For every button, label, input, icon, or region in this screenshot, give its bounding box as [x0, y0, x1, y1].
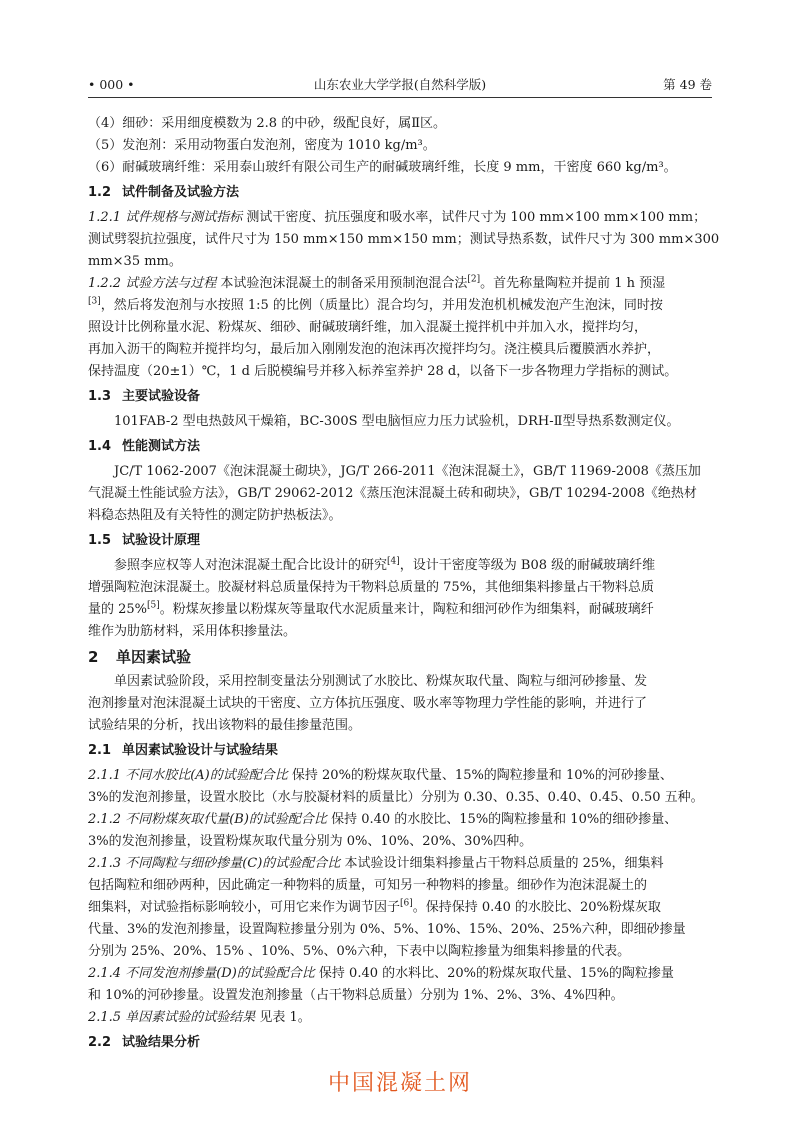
- citation: [6]: [400, 898, 413, 909]
- header-rule: [88, 97, 712, 98]
- journal-name: 山东农业大学学报(自然科学版): [313, 77, 487, 92]
- paragraph-2-1-4: 2.1.4 不同发泡剂掺量(D)的试验配合比 保持 0.40 的水料比、20%的粉煤灰取代量、15%的陶粒掺量: [88, 966, 674, 981]
- paragraph-2-1-1: 2.1.1 不同水胶比(A)的试验配合比 保持 20%的粉煤灰取代量、15%的陶粒掺量和 10%的河砂掺量、: [88, 768, 673, 783]
- section-heading-1-5: 1.5 试验设计原理: [88, 533, 201, 548]
- section-heading-1-2: 1.2 试件制备及试验方法: [88, 185, 240, 200]
- citation: [4]: [387, 556, 400, 567]
- paragraph-1-2-2: 1.2.2 试验方法与过程 本试验泡沫混凝土的制备采用预制泡混合法[2]。首先称量陶粒并提前 1 h 预湿: [88, 274, 666, 291]
- paragraph-line: 气混凝土性能试验方法》，GB/T 29062-2012《蒸压泡沫混凝土砖和砌块》，GB/T 10294-2008《绝热材: [88, 486, 697, 501]
- paragraph-line: 泡剂掺量对泡沫混凝土试块的干密度、立方体抗压强度、吸水率等物理力学性能的影响，并进行了: [88, 696, 648, 711]
- paragraph-line: 再加入沥干的陶粒并搅拌均匀，最后加入刚刚发泡的泡沫再次搅拌均匀。浇注模具后覆膜洒水养护，: [88, 342, 661, 357]
- paragraph-line: 增强陶粒泡沫混凝土。胶凝材料总质量保持为干物料总质量的 75%，其他细集料掺量占干物料总质: [88, 580, 655, 595]
- section-heading-2-2: 2.2 试验结果分析: [88, 1035, 201, 1050]
- paragraph-line: 料稳态热阻及有关特性的测定防护热板法》。: [88, 508, 342, 523]
- paragraph-2-1-3: 2.1.3 不同陶粒与细砂掺量(C)的试验配合比 本试验设计细集料掺量占干物料总质量的 25%，细集料: [88, 856, 664, 871]
- material-glass-fiber: （6）耐碱玻璃纤维：采用泰山玻纤有限公司生产的耐碱玻璃纤维，长度 9 mm，干密度 660 kg/m³。: [88, 160, 677, 175]
- section-heading-1-4: 1.4 性能测试方法: [88, 439, 201, 454]
- volume-label: 第 49 卷: [663, 77, 712, 92]
- paragraph-test-methods: JC/T 1062-2007《泡沫混凝土砌块》，JG/T 266-2011《泡沫混凝土》，GB/T 11969-2008《蒸压加: [114, 464, 701, 479]
- paragraph-line: 照设计比例称量水泥、粉煤灰、细砂、耐碱玻璃纤维，加入混凝土搅拌机中并加入水，搅拌均匀，: [88, 320, 648, 335]
- paragraph-line: 细集料，对试验指标影响较小，可用它来作为调节因子[6]。保持保持 0.40 的水胶比、20%粉煤灰取: [88, 898, 661, 915]
- watermark-site-name: 中国混凝土网: [327, 1071, 472, 1096]
- paragraph-line: 包括陶粒和细砂两种，因此确定一种物料的质量，可知另一种物料的掺量。细砂作为泡沫混凝土的: [88, 878, 648, 893]
- citation: [5]: [147, 600, 160, 611]
- paragraph-line: 试验结果的分析，找出该物料的最佳掺量范围。: [88, 718, 362, 733]
- paragraph-line: 和 10%的河砂掺量。设置发泡剂掺量（占干物料总质量）分别为 1%、2%、3%、4%四种。: [88, 988, 624, 1003]
- paragraph-line: 维作为肋筋材料，采用体积掺量法。: [88, 624, 297, 639]
- paragraph-line: 分别为 25%、20%、15% 、10%、5%、0%六种，下表中以陶粒掺量为细集料掺量的代表。: [88, 944, 631, 959]
- paragraph-line: 保持温度（20±1）℃，1 d 后脱模编号并移入标养室养护 28 d，以备下一步各物理力学指标的测试。: [88, 364, 678, 379]
- material-foaming-agent: （5）发泡剂：采用动物蛋白发泡剂，密度为 1010 kg/m³。: [88, 138, 436, 153]
- paragraph-line: 3%的发泡剂掺量，设置水胶比（水与胶凝材料的质量比）分别为 0.30、0.35、0.40、0.45、0.50 五种。: [88, 790, 704, 805]
- paragraph-line: mm×35 mm。: [88, 254, 182, 269]
- section-heading-2: 2 单因素试验: [88, 648, 192, 666]
- citation: [3]: [88, 296, 101, 307]
- citation: [2]: [467, 274, 481, 285]
- page-number: • 000 •: [88, 77, 135, 92]
- body-text: [88, 113, 720, 1057]
- paragraph-line: 测试劈裂抗拉强度，试件尺寸为 150 mm×150 mm×150 mm；测试导热系数，试件尺寸为 300 mm×300: [88, 232, 720, 247]
- paragraph-line: 3%的发泡剂掺量，设置粉煤灰取代量分别为 0%、10%、20%、30%四种。: [88, 834, 533, 849]
- running-header: [88, 76, 712, 94]
- paragraph-2-1-5: 2.1.5 单因素试验的试验结果 见表 1。: [88, 1010, 311, 1025]
- paragraph-equipment: 101FAB-2 型电热鼓风干燥箱，BC-300S 型电脑恒应力压力试验机，DRH-Ⅱ型导热系数测定仪。: [114, 414, 680, 429]
- paragraph-single-factor: 单因素试验阶段，采用控制变量法分别测试了水胶比、粉煤灰取代量、陶粒与细河砂掺量、发: [114, 674, 648, 689]
- section-heading-1-3: 1.3 主要试验设备: [88, 389, 201, 404]
- section-heading-2-1: 2.1 单因素试验设计与试验结果: [88, 743, 279, 758]
- paragraph-line: 代量、3%的发泡剂掺量，设置陶粒掺量分别为 0%、5%、10%、15%、20%、25%六种，即细砂掺量: [88, 922, 686, 937]
- paragraph-line: [3]，然后将发泡剂与水按照 1:5 的比例（质量比）混合均匀，并用发泡机机械发泡产生泡沫，同时按: [88, 296, 663, 313]
- paragraph-2-1-2: 2.1.2 不同粉煤灰取代量(B)的试验配合比 保持 0.40 的水胶比、15%的陶粒掺量和 10%的细砂掺量、: [88, 812, 678, 827]
- material-fine-sand: （4）细砂：采用细度模数为 2.8 的中砂，级配良好，属Ⅱ区。: [88, 116, 447, 131]
- paragraph-design-principle: 参照李应权等人对泡沫混凝土配合比设计的研究[4]，设计干密度等级为 B08 级的耐碱玻璃纤维: [114, 556, 656, 573]
- paragraph-line: 量的 25%[5]。粉煤灰掺量以粉煤灰等量取代水泥质量来计，陶粒和细河砂作为细集料，耐碱玻璃纤: [88, 600, 654, 617]
- paragraph-1-2-1: 1.2.1 试件规格与测试指标 测试干密度、抗压强度和吸水率，试件尺寸为 100 mm×100 mm×100 mm；: [88, 210, 707, 225]
